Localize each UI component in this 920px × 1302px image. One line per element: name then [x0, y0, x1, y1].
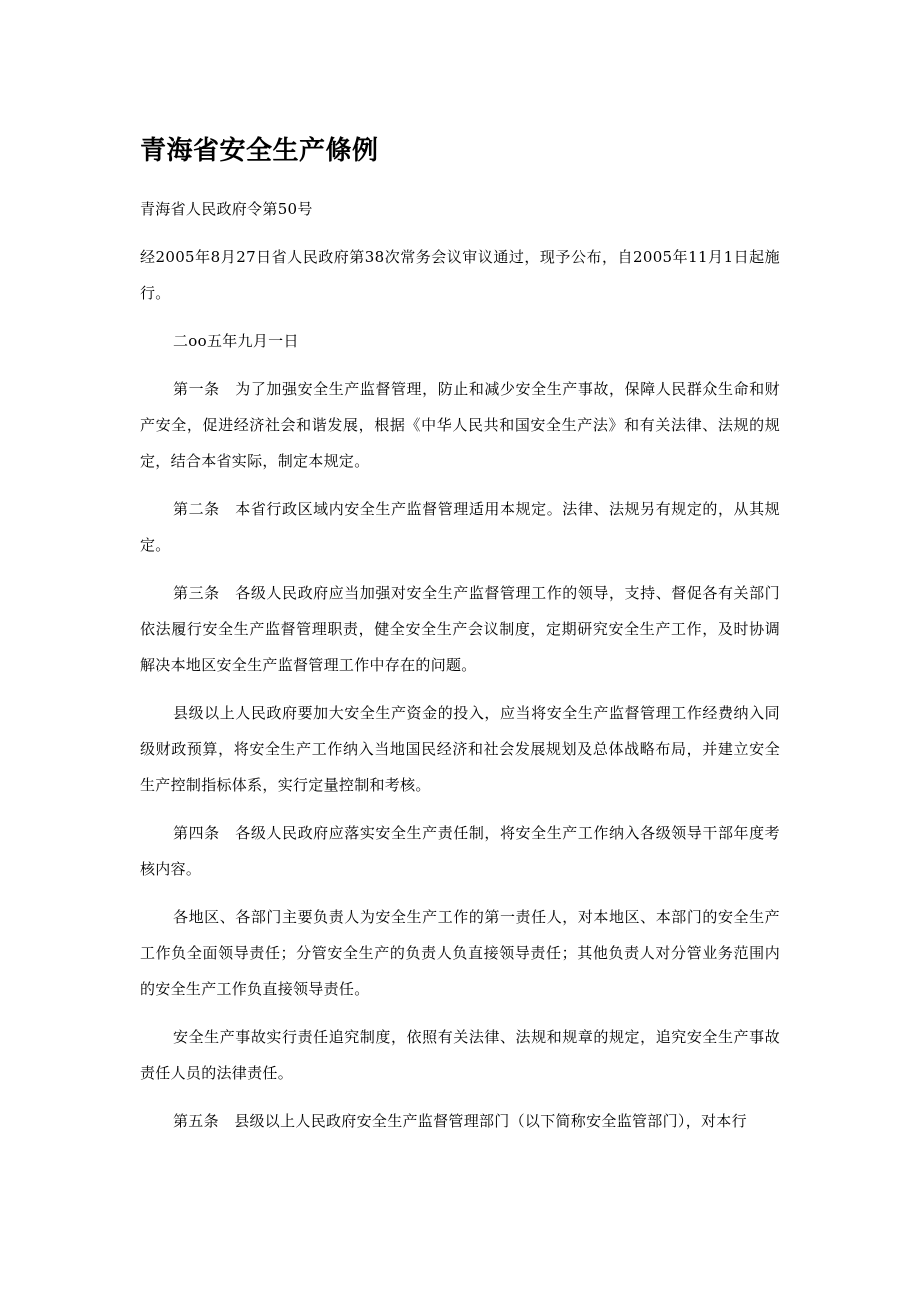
article-5: 第五条 县级以上人民政府安全生产监督管理部门（以下简称安全监管部门），对本行 [173, 1112, 747, 1130]
issue-date: 二oo五年九月一日 [173, 332, 299, 350]
article-4-paragraph-2: 各地区、各部门主要负责人为安全生产工作的第一责任人，对本地区、本部门的安全生产工作负全面领导责任；分管安全生产的负责人负直接领导责任；其他负责人对分管业务范围内的安全生产工作负直接领导责任。 [140, 908, 780, 998]
article-2: 第二条 本省行政区域内安全生产监督管理适用本规定。法律、法规另有规定的，从其规定。 [140, 500, 780, 554]
government-order-number: 青海省人民政府令第50号 [140, 200, 313, 218]
document-body [140, 191, 780, 1151]
article-3: 第三条 各级人民政府应当加强对安全生产监督管理工作的领导，支持、督促各有关部门依法履行安全生产监督管理职责，健全安全生产会议制度，定期研究安全生产工作，及时协调解决本地区安全生产监督管理工作中存在的问题。 [140, 584, 780, 674]
document-title: 青海省安全生产條例 [140, 136, 379, 166]
article-1: 第一条 为了加强安全生产监督管理，防止和减少安全生产事故，保障人民群众生命和财产安全，促进经济社会和谐发展，根据《中华人民共和国安全生产法》和有关法律、法规的规定，结合本省实际，制定本规定。 [140, 380, 780, 470]
article-4-paragraph-3: 安全生产事故实行责任追究制度，依照有关法律、法规和规章的规定，追究安全生产事故责任人员的法律责任。 [140, 1028, 780, 1082]
article-4: 第四条 各级人民政府应落实安全生产责任制，将安全生产工作纳入各级领导干部年度考核内容。 [140, 824, 780, 878]
approval-statement: 经2005年8月27日省人民政府第38次常务会议审议通过，现予公布，自2005年11月1日起施行。 [140, 248, 780, 302]
article-3-paragraph-2: 县级以上人民政府要加大安全生产资金的投入，应当将安全生产监督管理工作经费纳入同级财政预算，将安全生产工作纳入当地国民经济和社会发展规划及总体战略布局，并建立安全生产控制指标体系，实行定量控制和考核。 [140, 704, 780, 794]
